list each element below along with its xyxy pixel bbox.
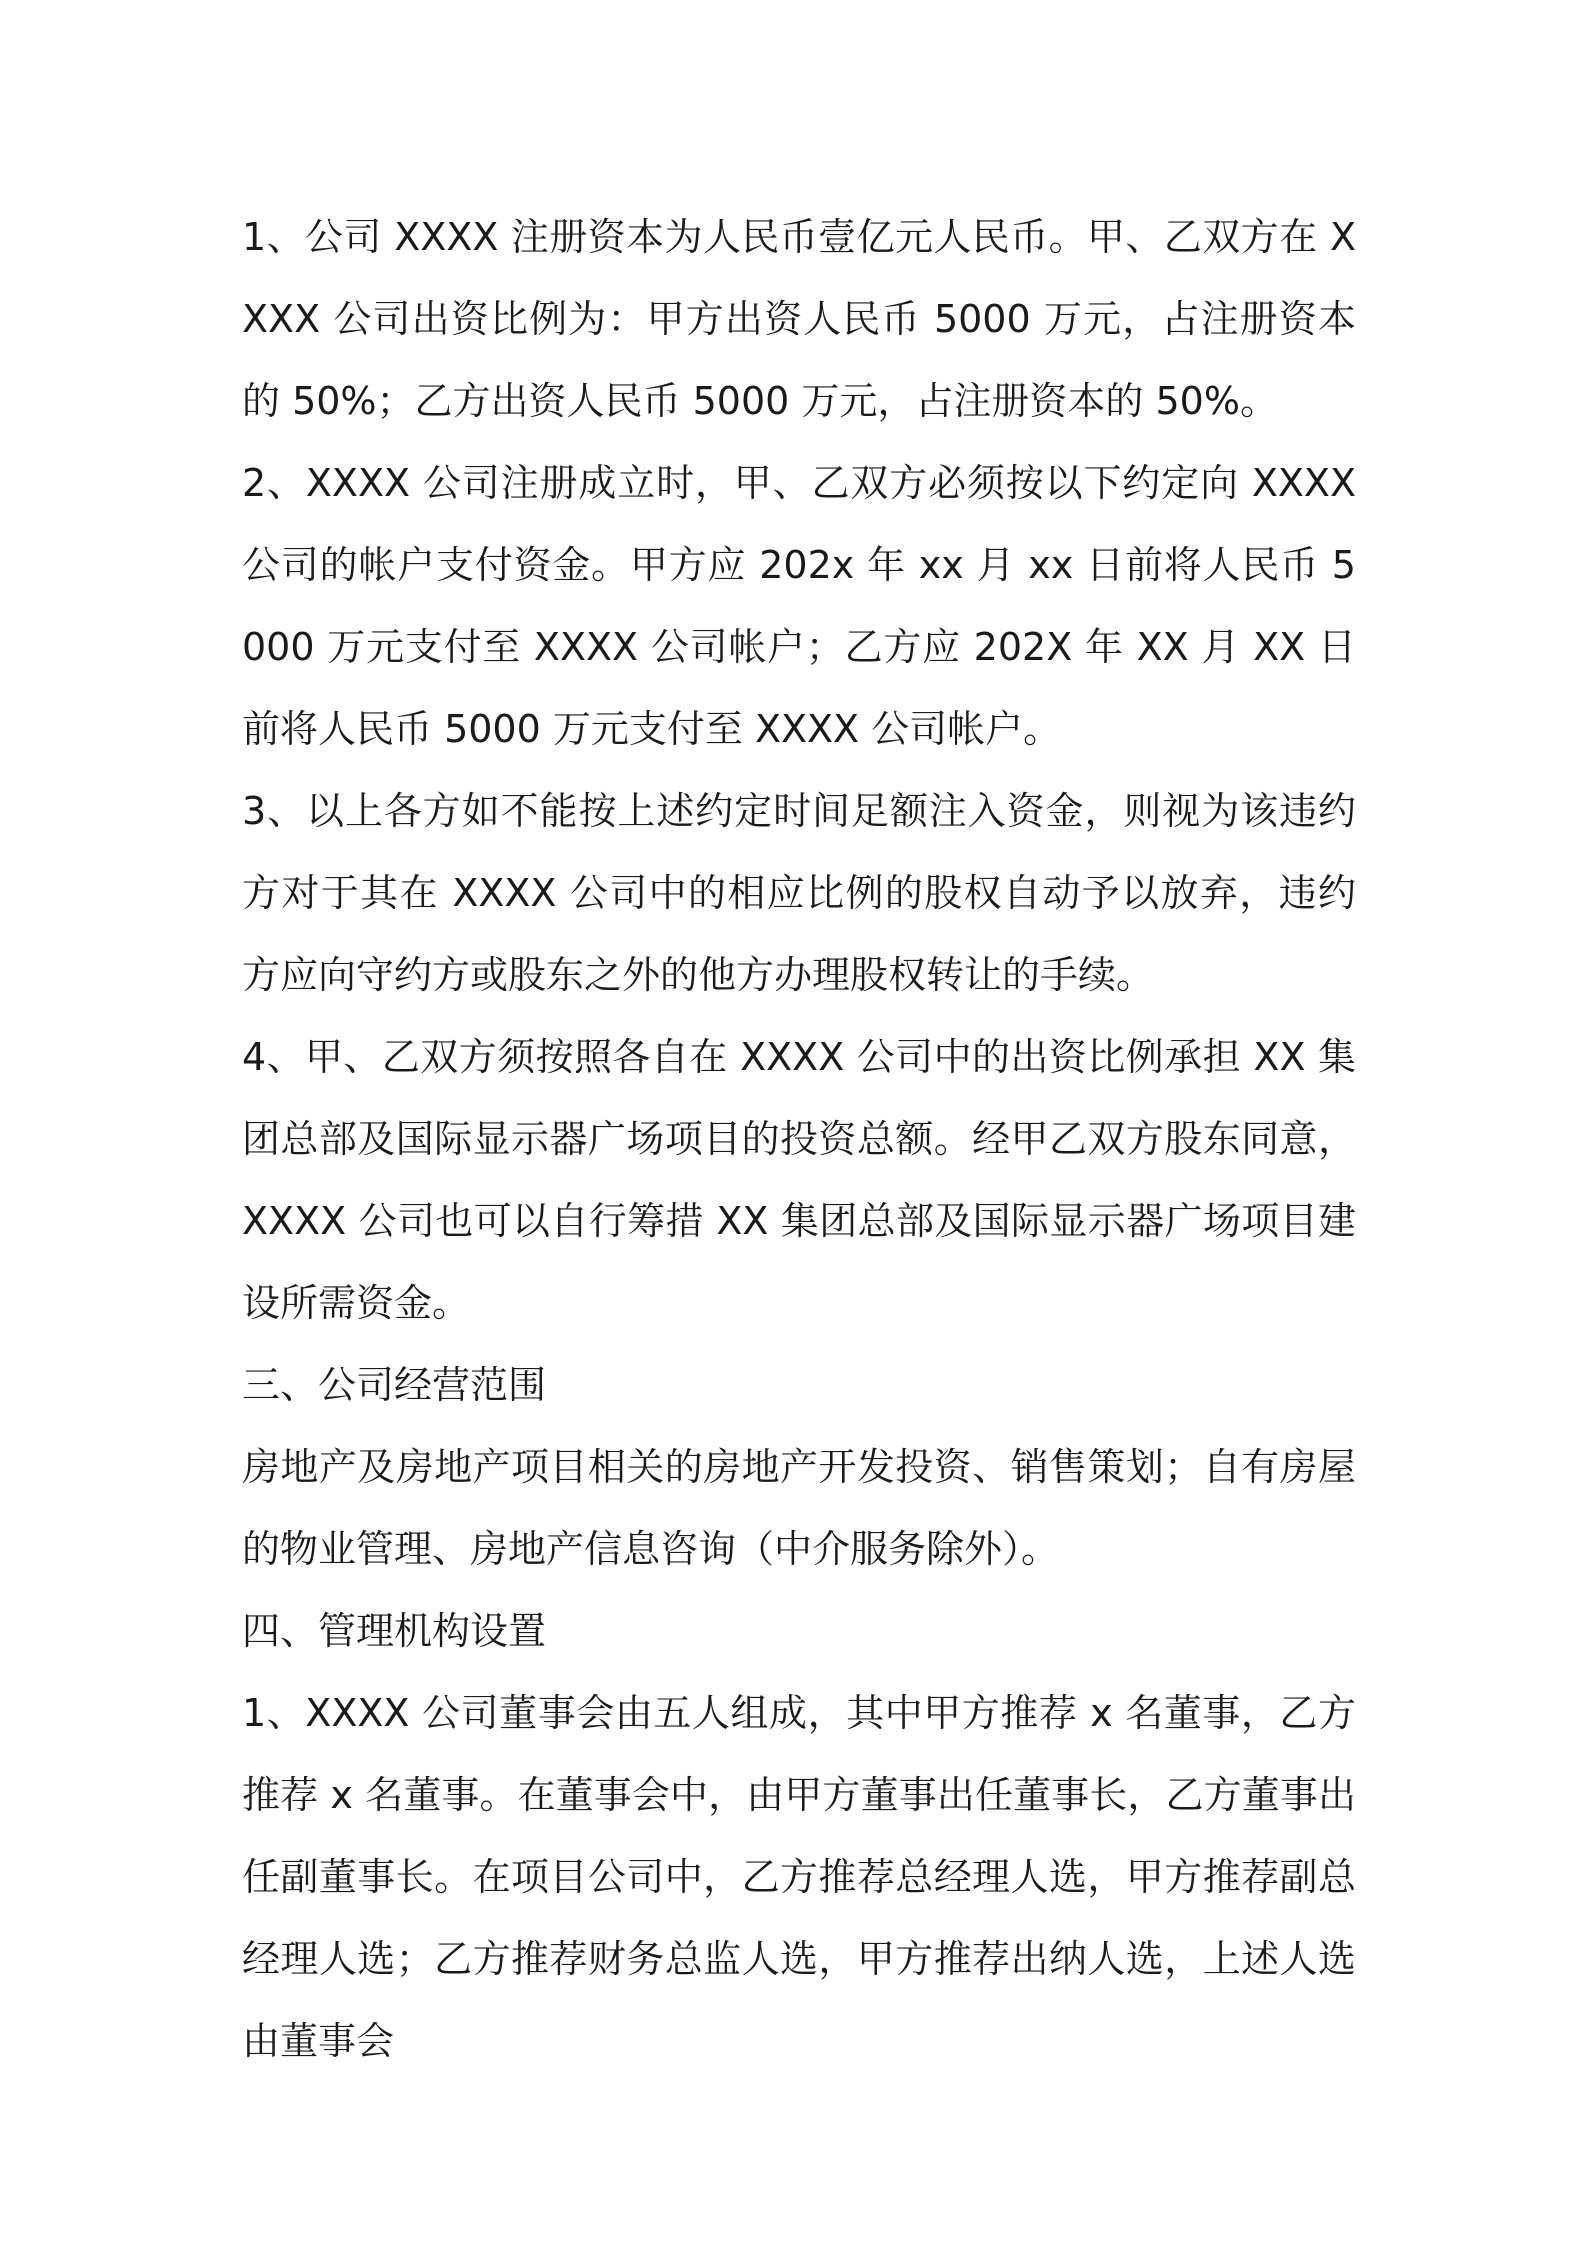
clause-1-capital: 1、公司 XXXX 注册资本为人民币壹亿元人民币。甲、乙双方在 XXXX 公司出资比例为：甲方出资人民币 5000 万元，占注册资本的 50%；乙方出资人民币 5000 万元，占注册资本的 50%。 xyxy=(242,215,1356,423)
business-scope-text: 房地产及房地产项目相关的房地产开发投资、销售策划；自有房屋的物业管理、房地产信息咨询（中介服务除外）。 xyxy=(242,1445,1356,1571)
clause-3-default: 3、以上各方如不能按上述约定时间足额注入资金，则视为该违约方对于其在 XXXX 公司中的相应比例的股权自动予以放弃，违约方应向守约方或股东之外的他方办理股权转让的手续。 xyxy=(242,789,1356,997)
management-clause-1: 1、XXXX 公司董事会由五人组成，其中甲方推荐 x 名董事，乙方推荐 x 名董事。在董事会中，由甲方董事出任董事长，乙方董事出任副董事长。在项目公司中，乙方推荐总经理人选，甲方推荐副总经理人选；乙方推荐财务总监人选，甲方推荐出纳人选，上述人选由董事会 xyxy=(242,1691,1356,2063)
document-body xyxy=(242,196,1356,2082)
clause-4-investment: 4、甲、乙双方须按照各自在 XXXX 公司中的出资比例承担 XX 集团总部及国际显示器广场项目的投资总额。经甲乙双方股东同意，XXXX 公司也可以自行筹措 XX 集团总部及国际显示器广场项目建设所需资金。 xyxy=(242,1035,1356,1325)
section-heading-management: 四、管理机构设置 xyxy=(242,1609,547,1653)
clause-2-payment: 2、XXXX 公司注册成立时，甲、乙双方必须按以下约定向 XXXX 公司的帐户支付资金。甲方应 202x 年 xx 月 xx 日前将人民币 5000 万元支付至 XXXX 公司帐户；乙方应 202X 年 XX 月 XX 日前将人民币 5000 万元支付至 XXXX 公司帐户。 xyxy=(242,461,1356,751)
section-heading-business-scope: 三、公司经营范围 xyxy=(242,1363,547,1407)
